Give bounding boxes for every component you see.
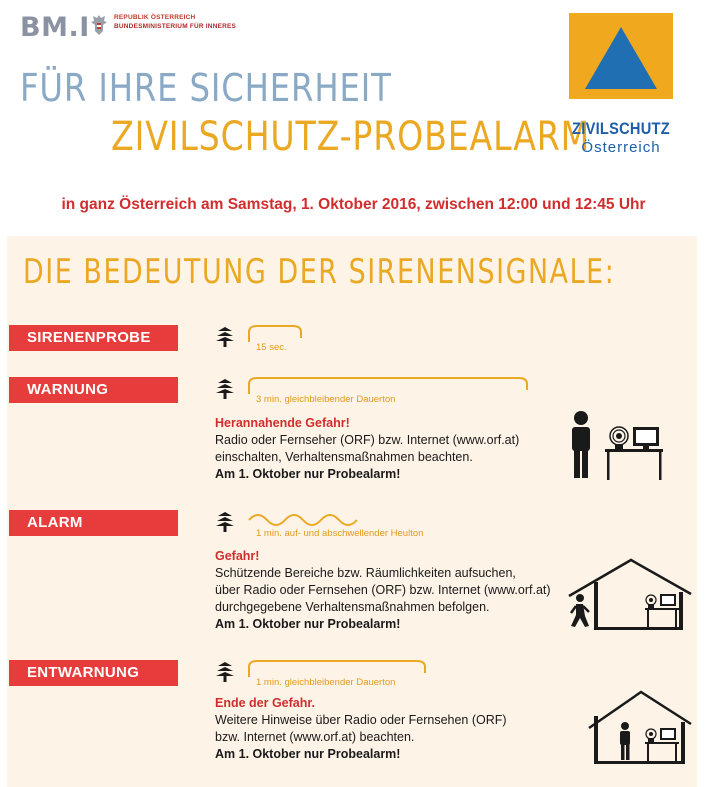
person-in-house-icon [587, 686, 693, 766]
signal-label-alarm: ALARM [9, 510, 178, 536]
siren-icon [214, 378, 236, 400]
signal-desc-warnung [215, 415, 519, 483]
signal-desc-alarm [215, 548, 551, 633]
zivilschutz-triangle-icon [569, 13, 673, 99]
signal-heading-warnung: Herannahende Gefahr! [215, 416, 350, 430]
zivilschutz-country: Österreich [581, 139, 661, 156]
signal-line: bzw. Internet (www.orf.at) beachten. [215, 730, 415, 744]
bmi-republic: REPUBLIK ÖSTERREICH [114, 14, 196, 21]
signal-heading-entwarnung: Ende der Gefahr. [215, 696, 316, 710]
signal-line: über Radio oder Fernsehen (ORF) bzw. Internet (www.orf.at) [215, 583, 551, 597]
page-title-line2: ZIVILSCHUTZ-PROBEALARM [111, 114, 591, 160]
person-at-tv-icon [567, 410, 667, 482]
signal-line: Weitere Hinweise über Radio oder Fernsehen (ORF) [215, 713, 507, 727]
person-entering-house-icon [567, 556, 693, 632]
signal-label-entwarnung: ENTWARNUNG [9, 660, 178, 686]
signals-panel [7, 236, 697, 787]
zivilschutz-logo [569, 13, 673, 99]
signal-label-warnung: WARNUNG [9, 377, 178, 403]
date-line: in ganz Österreich am Samstag, 1. Oktober 2016, zwischen 12:00 und 12:45 Uhr [61, 196, 646, 213]
signal-note-warnung: Am 1. Oktober nur Probealarm! [215, 467, 401, 481]
bmi-logo: BM.I [20, 12, 90, 43]
siren-icon [214, 511, 236, 533]
page-title-line1: FÜR IHRE SICHERHEIT [20, 66, 392, 110]
signal-note-entwarnung: Am 1. Oktober nur Probealarm! [215, 747, 401, 761]
signal-line: durchgegebene Verhaltensmaßnahmen befolgen. [215, 600, 490, 614]
bmi-text [114, 13, 236, 31]
signal-caption-alarm: 1 min. auf- und abschwellender Heulton [256, 528, 424, 539]
signal-caption-warnung: 3 min. gleichbleibender Dauerton [256, 394, 396, 405]
signal-wave-entwarnung [247, 659, 427, 679]
signal-caption-entwarnung: 1 min. gleichbleibender Dauerton [256, 677, 396, 688]
bmi-ministry: BUNDESMINISTERIUM FÜR INNERES [114, 23, 237, 30]
bmi-logo-block [20, 10, 242, 46]
signal-line: Radio oder Fernseher (ORF) bzw. Internet (www.orf.at) [215, 433, 520, 447]
signal-caption-sirenenprobe: 15 sec. [256, 342, 287, 353]
signal-line: Schützende Bereiche bzw. Räumlichkeiten aufsuchen, [215, 566, 516, 580]
austrian-eagle-icon [90, 12, 108, 38]
siren-icon [214, 326, 236, 348]
signal-note-alarm: Am 1. Oktober nur Probealarm! [215, 617, 401, 631]
siren-icon [214, 661, 236, 683]
signal-wave-sirenenprobe [247, 324, 303, 344]
signal-heading-alarm: Gefahr! [215, 549, 260, 563]
signal-label-sirenenprobe: SIRENENPROBE [9, 325, 178, 351]
signal-line: einschalten, Verhaltensmaßnahmen beachten. [215, 450, 473, 464]
signal-wave-warnung [247, 376, 529, 396]
zivilschutz-name: ZIVILSCHUTZ [572, 119, 670, 138]
signal-desc-entwarnung [215, 695, 507, 763]
signal-wave-alarm [247, 510, 359, 528]
panel-title: DIE BEDEUTUNG DER SIRENENSIGNALE: [23, 252, 616, 292]
